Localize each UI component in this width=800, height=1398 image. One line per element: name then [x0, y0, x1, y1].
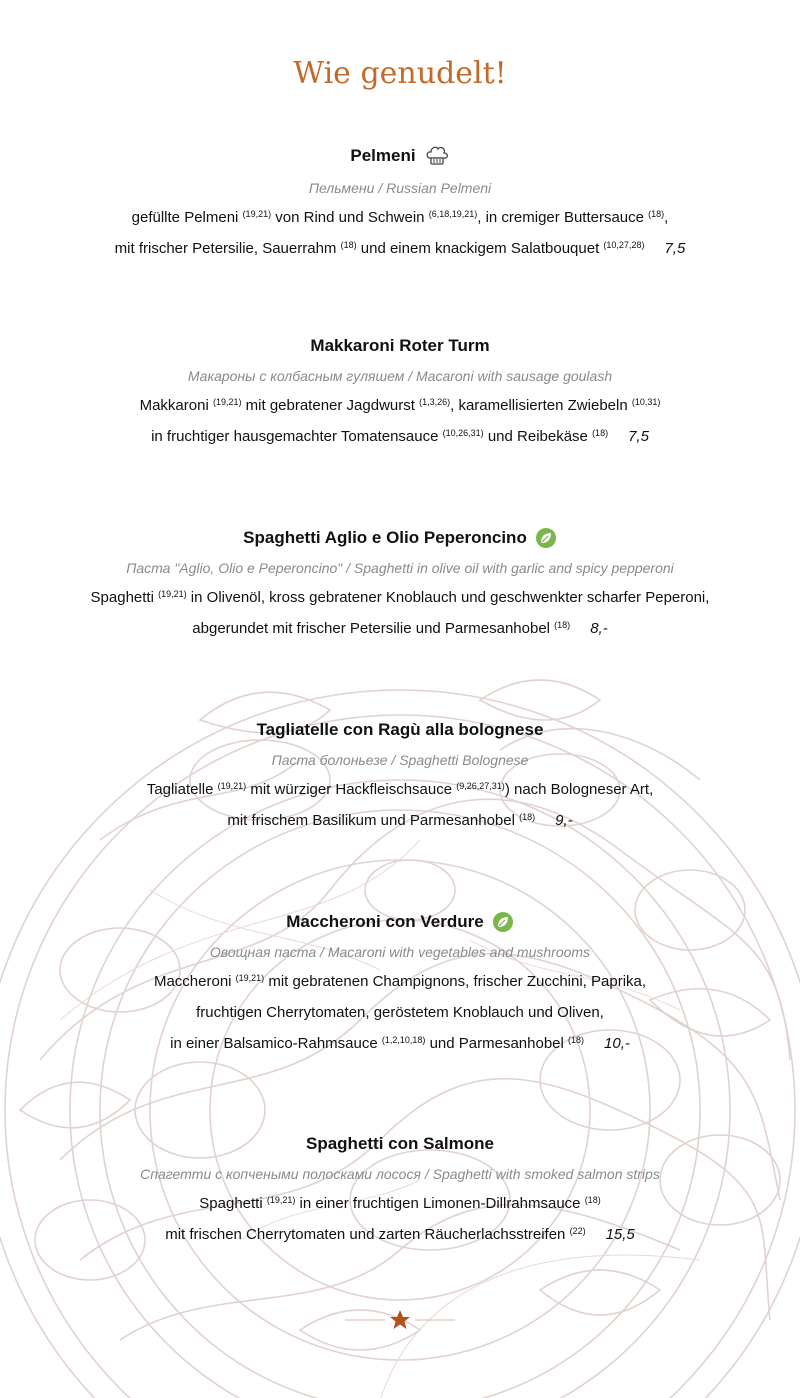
description-line: Spaghetti $^{(19,21)}$ in einer fruchtigen Limonen-Dillrahmsauce $^{(18)}$ [199, 1195, 601, 1212]
description-line: mit frischen Cherrytomaten und zarten Räucherlachsstreifen $^{(22)}$ 15,5 [165, 1226, 635, 1243]
item-price: 7,5 [664, 240, 686, 257]
item-name: Tagliatelle con Ragù alla bolognese [256, 720, 544, 739]
description-line: Tagliatelle $^{(19,21)}$ mit würziger Hackfleischsauce $^{(9,26,27,31)}$) nach Bologneser Art, [146, 781, 654, 798]
item-subtitle: Овощная паста / Macaroni with vegetables and mushrooms [209, 944, 591, 960]
description-line: gefüllte Pelmeni $^{(19,21)}$ von Rind und Schwein $^{(6,18,19,21)}$, in cremiger Buttersauce $^{(18)}$, [131, 209, 669, 226]
menu-item-spaghetti-aglio-olio [0, 527, 800, 644]
item-price: 8,- [590, 620, 608, 637]
description-line: mit frischem Basilikum und Parmesanhobel $^{(18)}$ 9,- [227, 812, 573, 829]
item-subtitle: Макароны с колбасным гуляшем / Macaroni with sausage goulash [187, 368, 613, 384]
item-price: 9,- [555, 812, 573, 829]
item-price: 10,- [604, 1035, 630, 1052]
menu-item-tagliatelle-bolognese [0, 719, 800, 836]
item-name: Spaghetti con Salmone [306, 1134, 494, 1153]
item-description [0, 1188, 800, 1250]
item-description [0, 774, 800, 836]
item-name: Maccheroni con Verdure [286, 912, 484, 931]
description-line: Spaghetti $^{(19,21)}$ in Olivenöl, kross gebratener Knoblauch und geschwenkter scharfer Peperoni, [90, 589, 710, 606]
item-price: 15,5 [605, 1226, 635, 1243]
menu-item-pelmeni [0, 143, 800, 264]
item-name: Pelmeni [350, 146, 416, 165]
menu-item-spaghetti-salmone [0, 1133, 800, 1250]
item-description [0, 202, 800, 264]
description-line: abgerundet mit frischer Petersilie und Parmesanhobel $^{(18)}$ 8,- [192, 620, 608, 637]
chef-hat-icon [424, 143, 450, 169]
item-subtitle: Паста болоньезе / Spaghetti Bolognese [271, 752, 529, 768]
description-line: in fruchtiger hausgemachter Tomatensauce $^{(10,26,31)}$ und Reibekäse $^{(18)}$ 7,5 [151, 428, 649, 445]
item-name: Spaghetti Aglio e Olio Peperoncino [243, 528, 527, 547]
description-line: fruchtigen Cherrytomaten, geröstetem Knoblauch und Oliven, [196, 1004, 604, 1021]
item-price: 7,5 [628, 428, 649, 445]
item-description [0, 966, 800, 1059]
description-line: mit frischer Petersilie, Sauerrahm $^{(18)}$ und einem knackigem Salatbouquet $^{(10,27,28)}$ 7,5 [114, 240, 686, 257]
star-divider-icon [0, 1308, 800, 1332]
item-subtitle: Спагетти с копчеными полосками лосося / Spaghetti with smoked salmon strips [140, 1166, 660, 1182]
item-name: Makkaroni Roter Turm [310, 336, 490, 355]
menu-item-makkaroni-roter-turm [0, 335, 800, 452]
vegetarian-leaf-icon [492, 911, 514, 933]
description-line: in einer Balsamico-Rahmsauce $^{(1,2,10,18)}$ und Parmesanhobel $^{(18)}$ 10,- [170, 1035, 630, 1052]
item-description [0, 582, 800, 644]
item-subtitle: Паста "Aglio, Olio e Peperoncino" / Spaghetti in olive oil with garlic and spicy pepperoni [126, 560, 674, 576]
vegetarian-leaf-icon [535, 527, 557, 549]
menu-item-maccheroni-verdure [0, 911, 800, 1059]
description-line: Makkaroni $^{(19,21)}$ mit gebratener Jagdwurst $^{(1,3,26)}$, karamellisierten Zwiebeln $^{(10,31)}$ [139, 397, 661, 414]
item-subtitle: Пельмени / Russian Pelmeni [308, 180, 492, 196]
item-description [0, 390, 800, 452]
page-title: Wie genudelt! [293, 56, 507, 91]
description-line: Maccheroni $^{(19,21)}$ mit gebratenen Champignons, frischer Zucchini, Paprika, [153, 973, 647, 990]
